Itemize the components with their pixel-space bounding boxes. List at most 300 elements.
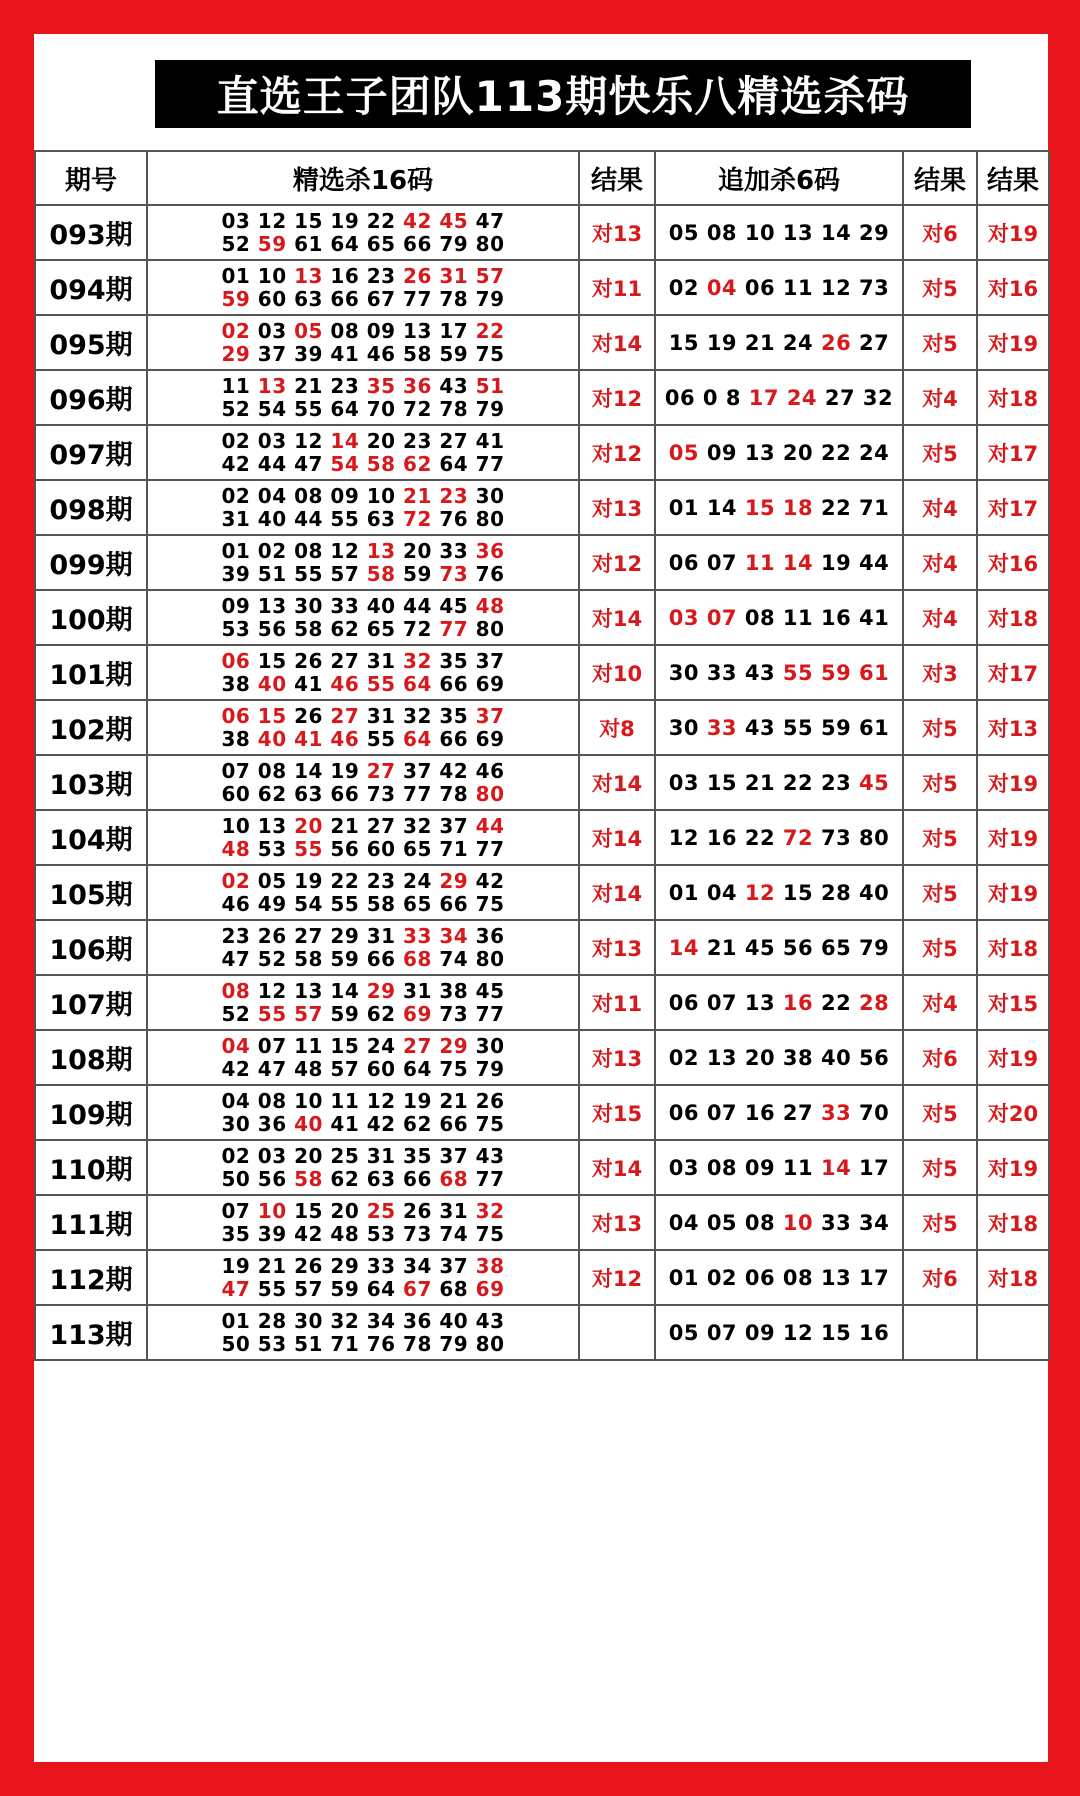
number: 53 xyxy=(221,616,251,641)
number: 48 xyxy=(330,1221,360,1246)
number: 02 xyxy=(668,275,699,300)
number: 23 xyxy=(403,428,432,453)
hit-number: 20 xyxy=(294,813,323,838)
number: 55 xyxy=(330,506,360,531)
hit-number: 57 xyxy=(475,263,505,288)
number-line xyxy=(148,705,578,728)
number: 54 xyxy=(257,396,287,421)
number: 34 xyxy=(403,1253,432,1278)
number: 48 xyxy=(294,1056,323,1081)
hit-number: 57 xyxy=(294,1001,323,1026)
hit-number: 16 xyxy=(782,990,814,1015)
number: 47 xyxy=(221,946,251,971)
number: 17 xyxy=(439,318,469,343)
hit-number: 45 xyxy=(859,770,890,795)
table-row xyxy=(35,920,1049,975)
kill6-cell xyxy=(655,810,903,865)
result6-cell: 对4 xyxy=(903,590,977,645)
period-cell: 112期 xyxy=(35,1250,147,1305)
header-result-total: 结果 xyxy=(977,151,1049,205)
number: 27 xyxy=(859,330,890,355)
number: 07 xyxy=(706,990,738,1015)
number: 08 xyxy=(330,318,360,343)
hit-number: 58 xyxy=(294,1166,323,1191)
hit-number: 05 xyxy=(294,318,323,343)
table-row xyxy=(35,1085,1049,1140)
number-line xyxy=(148,595,578,618)
number: 33 xyxy=(820,1210,852,1235)
number: 37 xyxy=(403,758,432,783)
hit-number: 72 xyxy=(403,506,432,531)
number: 07 xyxy=(257,1033,287,1058)
hit-number: 67 xyxy=(403,1276,432,1301)
kill6-cell xyxy=(655,205,903,260)
kill6-cell xyxy=(655,700,903,755)
number: 03 xyxy=(221,208,251,233)
result-total-cell: 对19 xyxy=(977,1030,1049,1085)
result16-cell: 对11 xyxy=(579,260,655,315)
number: 56 xyxy=(859,1045,890,1070)
table-row xyxy=(35,1140,1049,1195)
kill6-cell xyxy=(655,1030,903,1085)
number: 30 xyxy=(668,715,699,740)
number: 23 xyxy=(330,373,360,398)
hit-number: 31 xyxy=(439,263,469,288)
number: 59 xyxy=(439,341,469,366)
number: 24 xyxy=(403,868,432,893)
number: 37 xyxy=(439,1253,469,1278)
hit-number: 36 xyxy=(475,538,505,563)
number: 35 xyxy=(439,648,469,673)
kill6-cell xyxy=(655,315,903,370)
number: 71 xyxy=(330,1331,360,1356)
number: 06 xyxy=(744,1265,776,1290)
number-line xyxy=(148,1113,578,1136)
period-cell: 107期 xyxy=(35,975,147,1030)
number: 64 xyxy=(366,1276,396,1301)
number: 15 xyxy=(294,1198,323,1223)
number: 08 xyxy=(744,1210,776,1235)
number: 47 xyxy=(257,1056,287,1081)
number: 15 xyxy=(330,1033,360,1058)
result6-cell: 对4 xyxy=(903,370,977,425)
table-row xyxy=(35,810,1049,865)
number: 06 xyxy=(668,990,699,1015)
number: 59 xyxy=(403,561,432,586)
result-total-cell: 对15 xyxy=(977,975,1049,1030)
number-line xyxy=(148,508,578,531)
kill6-cell xyxy=(655,480,903,535)
number: 13 xyxy=(294,978,323,1003)
number: 13 xyxy=(403,318,432,343)
number-line xyxy=(148,343,578,366)
hit-number: 02 xyxy=(221,318,251,343)
hit-number: 15 xyxy=(257,703,287,728)
result16-cell xyxy=(579,1305,655,1360)
number: 47 xyxy=(475,208,505,233)
number: 10 xyxy=(294,1088,323,1113)
hit-number: 05 xyxy=(668,440,699,465)
number: 62 xyxy=(330,1166,360,1191)
hit-number: 33 xyxy=(820,1100,852,1125)
kill6-cell xyxy=(655,535,903,590)
result16-cell: 对13 xyxy=(579,480,655,535)
kill16-cell xyxy=(147,425,579,480)
number: 65 xyxy=(820,935,852,960)
number: 58 xyxy=(294,946,323,971)
number: 78 xyxy=(403,1331,432,1356)
table-row xyxy=(35,535,1049,590)
number: 42 xyxy=(366,1111,396,1136)
hit-number: 23 xyxy=(439,483,469,508)
number: 62 xyxy=(403,1111,432,1136)
period-cell: 096期 xyxy=(35,370,147,425)
number: 47 xyxy=(294,451,323,476)
number: 20 xyxy=(330,1198,360,1223)
number: 29 xyxy=(859,220,890,245)
number: 38 xyxy=(221,726,251,751)
number: 05 xyxy=(706,1210,738,1235)
result6-cell: 对5 xyxy=(903,865,977,920)
result-total-cell: 对19 xyxy=(977,205,1049,260)
number: 63 xyxy=(294,286,323,311)
number: 22 xyxy=(820,990,852,1015)
header-kill6: 追加杀6码 xyxy=(655,151,903,205)
number: 15 xyxy=(706,770,738,795)
number: 53 xyxy=(257,836,287,861)
number: 63 xyxy=(366,506,396,531)
table-row xyxy=(35,590,1049,645)
number: 06 xyxy=(668,550,699,575)
kill16-cell xyxy=(147,260,579,315)
kill16-cell xyxy=(147,975,579,1030)
number: 14 xyxy=(330,978,360,1003)
period-cell: 109期 xyxy=(35,1085,147,1140)
kill16-cell xyxy=(147,700,579,755)
result-total-cell: 对19 xyxy=(977,1140,1049,1195)
hit-number: 68 xyxy=(403,946,432,971)
number: 15 xyxy=(294,208,323,233)
number: 26 xyxy=(294,1253,323,1278)
number: 71 xyxy=(439,836,469,861)
number: 06 xyxy=(664,385,696,410)
number: 10 xyxy=(366,483,396,508)
number: 32 xyxy=(862,385,894,410)
period-cell: 108期 xyxy=(35,1030,147,1085)
number: 13 xyxy=(744,440,776,465)
number: 14 xyxy=(294,758,323,783)
hit-number: 15 xyxy=(744,495,776,520)
kill16-cell xyxy=(147,1250,579,1305)
number: 39 xyxy=(294,341,323,366)
number-line xyxy=(148,1058,578,1081)
hit-number: 06 xyxy=(221,703,251,728)
number: 42 xyxy=(475,868,505,893)
number: 46 xyxy=(366,341,396,366)
number: 20 xyxy=(782,440,814,465)
number: 13 xyxy=(782,220,814,245)
number: 70 xyxy=(859,1100,890,1125)
hit-number: 26 xyxy=(403,263,432,288)
number: 70 xyxy=(366,396,396,421)
number: 42 xyxy=(439,758,469,783)
number: 64 xyxy=(403,1056,432,1081)
table-row xyxy=(35,425,1049,480)
number: 20 xyxy=(744,1045,776,1070)
number: 61 xyxy=(294,231,323,256)
hit-number: 54 xyxy=(330,451,360,476)
number: 02 xyxy=(257,538,287,563)
hit-number: 08 xyxy=(221,978,251,1003)
number: 45 xyxy=(439,593,469,618)
period-cell: 113期 xyxy=(35,1305,147,1360)
period-cell: 098期 xyxy=(35,480,147,535)
number: 25 xyxy=(330,1143,360,1168)
hit-number: 11 xyxy=(744,550,776,575)
number: 30 xyxy=(294,593,323,618)
number: 07 xyxy=(706,1320,738,1345)
period-cell: 110期 xyxy=(35,1140,147,1195)
number: 79 xyxy=(439,231,469,256)
hit-number: 68 xyxy=(439,1166,469,1191)
number: 11 xyxy=(782,1155,814,1180)
hit-number: 69 xyxy=(475,1276,505,1301)
hit-number: 02 xyxy=(221,868,251,893)
kill16-cell xyxy=(147,370,579,425)
hit-number: 80 xyxy=(475,781,505,806)
number-line xyxy=(148,1310,578,1333)
hit-number: 13 xyxy=(366,538,396,563)
number: 75 xyxy=(475,341,505,366)
number: 13 xyxy=(257,593,287,618)
number: 76 xyxy=(366,1331,396,1356)
result-total-cell: 对16 xyxy=(977,535,1049,590)
table-row xyxy=(35,480,1049,535)
number: 31 xyxy=(366,703,396,728)
number: 69 xyxy=(475,726,505,751)
number: 72 xyxy=(403,396,432,421)
number: 16 xyxy=(859,1320,890,1345)
number: 22 xyxy=(744,825,776,850)
number: 63 xyxy=(294,781,323,806)
hit-number: 24 xyxy=(786,385,818,410)
number-line xyxy=(148,650,578,673)
result6-cell: 对5 xyxy=(903,425,977,480)
number-line xyxy=(148,1278,578,1301)
number: 75 xyxy=(475,891,505,916)
hit-number: 64 xyxy=(403,726,432,751)
result6-cell: 对6 xyxy=(903,1250,977,1305)
hit-number: 73 xyxy=(439,561,469,586)
number: 20 xyxy=(366,428,396,453)
result-total-cell: 对18 xyxy=(977,920,1049,975)
number: 01 xyxy=(668,495,699,520)
number: 17 xyxy=(859,1265,890,1290)
number: 19 xyxy=(706,330,738,355)
number: 60 xyxy=(221,781,251,806)
number: 33 xyxy=(330,593,360,618)
number: 75 xyxy=(475,1111,505,1136)
hit-number: 29 xyxy=(221,341,251,366)
result16-cell: 对14 xyxy=(579,590,655,645)
result16-cell: 对10 xyxy=(579,645,655,700)
number: 45 xyxy=(744,935,776,960)
hit-number: 27 xyxy=(330,703,360,728)
kill6-cell xyxy=(655,645,903,700)
number: 27 xyxy=(824,385,856,410)
number: 15 xyxy=(782,880,814,905)
result16-cell: 对14 xyxy=(579,810,655,865)
number: 43 xyxy=(475,1143,505,1168)
kill6-cell xyxy=(655,1140,903,1195)
number: 42 xyxy=(221,451,251,476)
number: 33 xyxy=(439,538,469,563)
number: 12 xyxy=(668,825,699,850)
table-row xyxy=(35,645,1049,700)
number: 65 xyxy=(403,836,432,861)
number: 80 xyxy=(859,825,890,850)
hit-number: 10 xyxy=(257,1198,287,1223)
hit-number: 45 xyxy=(439,208,469,233)
header-result6: 结果 xyxy=(903,151,977,205)
number-line xyxy=(148,398,578,421)
number-line xyxy=(148,1003,578,1026)
result-total-cell: 对17 xyxy=(977,480,1049,535)
kill6-cell xyxy=(655,1085,903,1140)
number: 23 xyxy=(820,770,852,795)
number: 04 xyxy=(706,880,738,905)
result-total-cell: 对13 xyxy=(977,700,1049,755)
number: 41 xyxy=(294,671,323,696)
number: 12 xyxy=(294,428,323,453)
number: 49 xyxy=(257,891,287,916)
number: 31 xyxy=(366,1143,396,1168)
number: 37 xyxy=(439,1143,469,1168)
number: 26 xyxy=(257,923,287,948)
table-row xyxy=(35,1195,1049,1250)
result-total-cell: 对17 xyxy=(977,645,1049,700)
number: 43 xyxy=(744,715,776,740)
number: 19 xyxy=(820,550,852,575)
hit-number: 69 xyxy=(403,1001,432,1026)
number: 52 xyxy=(221,396,251,421)
hit-number: 14 xyxy=(668,935,699,960)
result6-cell: 对5 xyxy=(903,260,977,315)
result16-cell: 对12 xyxy=(579,370,655,425)
number: 07 xyxy=(706,550,738,575)
number: 27 xyxy=(366,813,396,838)
number: 19 xyxy=(330,208,360,233)
result16-cell: 对13 xyxy=(579,1030,655,1085)
result6-cell: 对5 xyxy=(903,920,977,975)
hit-number: 51 xyxy=(475,373,505,398)
number: 55 xyxy=(330,891,360,916)
number: 38 xyxy=(782,1045,814,1070)
number: 26 xyxy=(294,648,323,673)
kill6-cell xyxy=(655,755,903,810)
number: 12 xyxy=(257,208,287,233)
number: 40 xyxy=(820,1045,852,1070)
number: 12 xyxy=(820,275,852,300)
hit-number: 29 xyxy=(439,1033,469,1058)
kill6-cell xyxy=(655,370,903,425)
period-cell: 105期 xyxy=(35,865,147,920)
number: 72 xyxy=(403,616,432,641)
number: 42 xyxy=(221,1056,251,1081)
number: 66 xyxy=(330,286,360,311)
number: 13 xyxy=(706,1045,738,1070)
number: 50 xyxy=(221,1331,251,1356)
number: 39 xyxy=(221,561,251,586)
number: 01 xyxy=(221,1308,251,1333)
period-cell: 102期 xyxy=(35,700,147,755)
number: 21 xyxy=(439,1088,469,1113)
table-row xyxy=(35,1250,1049,1305)
number: 44 xyxy=(403,593,432,618)
number: 27 xyxy=(439,428,469,453)
number-line xyxy=(148,1168,578,1191)
number: 36 xyxy=(475,923,505,948)
number: 27 xyxy=(294,923,323,948)
result6-cell: 对5 xyxy=(903,1195,977,1250)
hit-number: 27 xyxy=(366,758,396,783)
number: 53 xyxy=(366,1221,396,1246)
number: 46 xyxy=(221,891,251,916)
result6-cell: 对5 xyxy=(903,700,977,755)
hit-number: 04 xyxy=(706,275,738,300)
number-line xyxy=(148,1333,578,1356)
number: 29 xyxy=(330,923,360,948)
number: 15 xyxy=(668,330,699,355)
number: 56 xyxy=(330,836,360,861)
number: 62 xyxy=(330,616,360,641)
hit-number: 12 xyxy=(744,880,776,905)
number-line xyxy=(148,320,578,343)
number: 19 xyxy=(294,868,323,893)
number: 09 xyxy=(744,1155,776,1180)
number: 11 xyxy=(782,605,814,630)
table-body xyxy=(35,205,1049,1360)
number-line xyxy=(148,375,578,398)
number: 73 xyxy=(859,275,890,300)
number-line xyxy=(148,760,578,783)
number: 19 xyxy=(330,758,360,783)
result16-cell: 对13 xyxy=(579,1195,655,1250)
number: 63 xyxy=(366,1166,396,1191)
number: 54 xyxy=(294,891,323,916)
kill6-cell xyxy=(655,975,903,1030)
hit-number: 21 xyxy=(403,483,432,508)
number: 30 xyxy=(475,1033,505,1058)
result16-cell: 对13 xyxy=(579,205,655,260)
number: 31 xyxy=(366,648,396,673)
result-total-cell: 对19 xyxy=(977,315,1049,370)
number: 35 xyxy=(439,703,469,728)
number: 41 xyxy=(859,605,890,630)
number: 02 xyxy=(221,1143,251,1168)
result-total-cell: 对18 xyxy=(977,1195,1049,1250)
number: 66 xyxy=(439,891,469,916)
number: 36 xyxy=(403,1308,432,1333)
number: 36 xyxy=(257,1111,287,1136)
number: 16 xyxy=(330,263,360,288)
number: 59 xyxy=(330,946,360,971)
number: 09 xyxy=(706,440,738,465)
number: 05 xyxy=(668,220,699,245)
number: 66 xyxy=(403,231,432,256)
number: 07 xyxy=(706,1100,738,1125)
hit-number: 29 xyxy=(439,868,469,893)
